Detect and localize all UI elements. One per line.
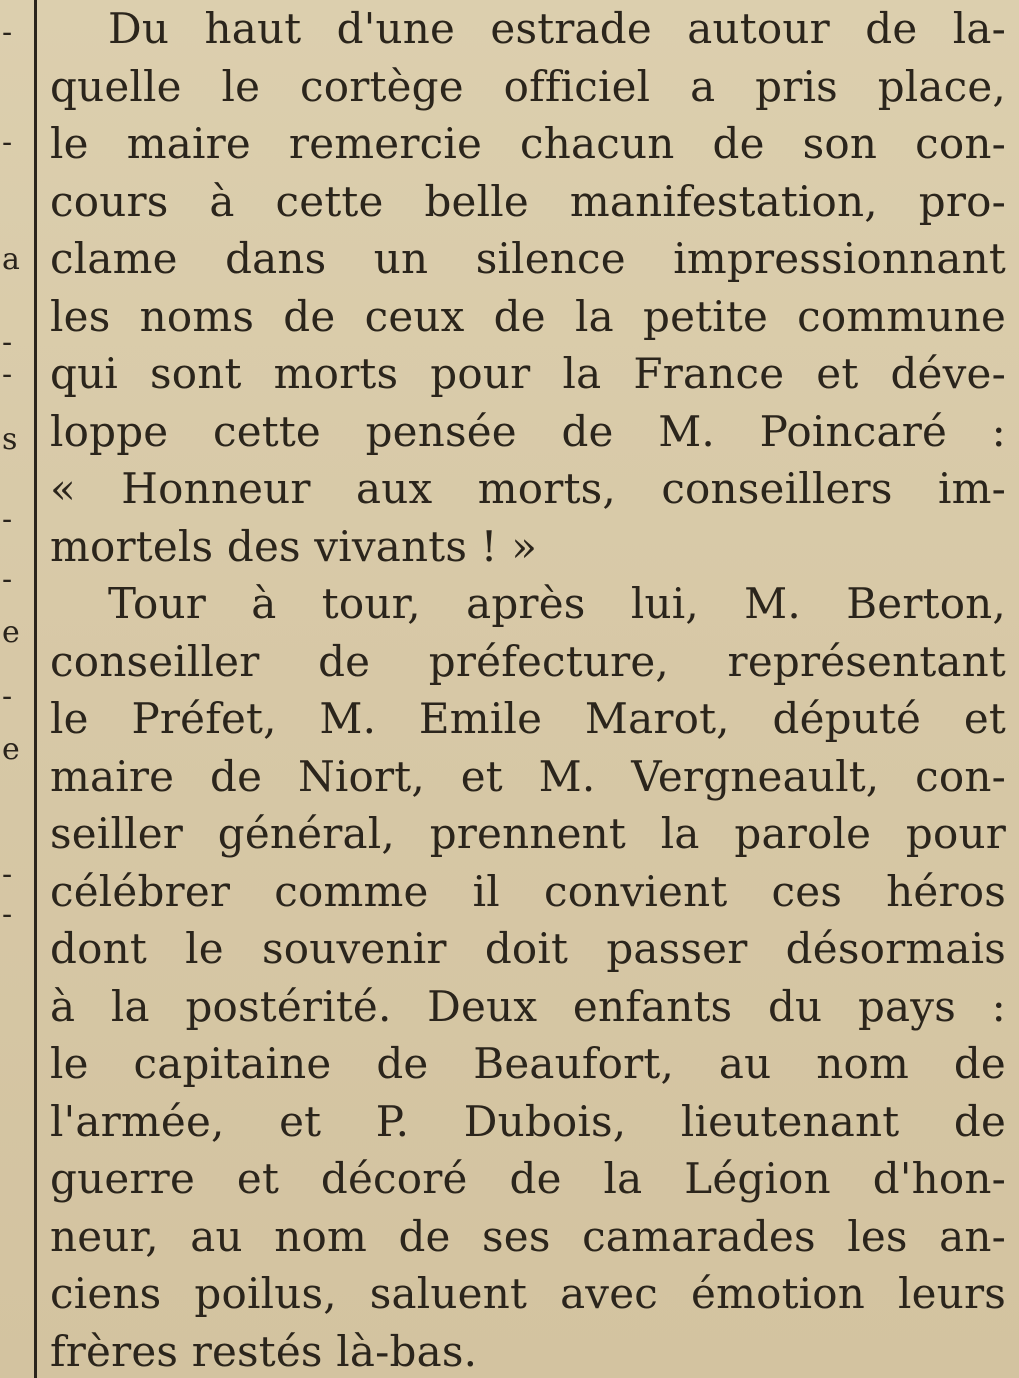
text-line: loppe cette pensée de M. Poincaré :	[50, 406, 1006, 456]
text-line: « Honneur aux morts, conseillers im-	[50, 464, 1006, 513]
text-line: les noms de ceux de la petite commune	[50, 291, 1006, 341]
paragraph-1	[50, 0, 1006, 575]
text-line: mortels des vivants ! »	[50, 521, 538, 571]
text-line: le maire remercie chacun de son con-	[50, 119, 1006, 168]
text-line: le Préfet, M. Emile Marot, député et	[50, 694, 1006, 743]
margin-mark: -	[2, 857, 13, 892]
margin-mark: -	[2, 897, 13, 932]
text-line: clame dans un silence impressionnant	[50, 234, 1006, 283]
text-line: l'armée, et P. Dubois, lieutenant de	[50, 1096, 1006, 1146]
margin-mark: -	[2, 562, 13, 597]
text-line: maire de Niort, et M. Vergneault, con-	[50, 751, 1006, 801]
margin-mark: -	[2, 125, 13, 160]
text-line: dont le souvenir doit passer désormais	[50, 924, 1006, 973]
text-line: frères restés là-bas.	[50, 1326, 478, 1376]
column-rule	[34, 0, 37, 1378]
paragraph-2	[50, 575, 1006, 1378]
text-line: neur, au nom de ses camarades les an-	[50, 1211, 1006, 1261]
article-text	[50, 0, 1006, 1378]
text-line: le capitaine de Beaufort, au nom de	[50, 1039, 1006, 1088]
margin-mark: e	[2, 615, 20, 650]
margin-mark: -	[2, 357, 13, 392]
margin-mark: -	[2, 679, 13, 714]
text-line: quelle le cortège officiel a pris place,	[50, 61, 1006, 111]
margin-mark: -	[2, 502, 13, 537]
text-line: guerre et décoré de la Légion d'hon-	[50, 1154, 1006, 1203]
text-line: cours à cette belle manifestation, pro-	[50, 176, 1006, 226]
margin-mark: -	[2, 15, 13, 50]
text-line: célébrer comme il convient ces héros	[50, 866, 1006, 916]
margin-mark: e	[2, 732, 20, 767]
text-line: ciens poilus, saluent avec émotion leurs	[50, 1269, 1006, 1318]
text-line: à la postérité. Deux enfants du pays :	[50, 981, 1006, 1031]
margin-mark: -	[2, 325, 13, 360]
text-line: seiller général, prennent la parole pour	[50, 809, 1006, 858]
text-line: conseiller de préfecture, représentant	[50, 636, 1006, 686]
margin-mark: s	[2, 422, 18, 457]
text-line: Tour à tour, après lui, M. Berton,	[108, 579, 1006, 628]
text-line: qui sont morts pour la France et déve-	[50, 349, 1006, 398]
margin-mark: a	[2, 242, 20, 277]
text-line: Du haut d'une estrade autour de la-	[108, 4, 1006, 53]
adjacent-column-fragment	[0, 0, 32, 1378]
